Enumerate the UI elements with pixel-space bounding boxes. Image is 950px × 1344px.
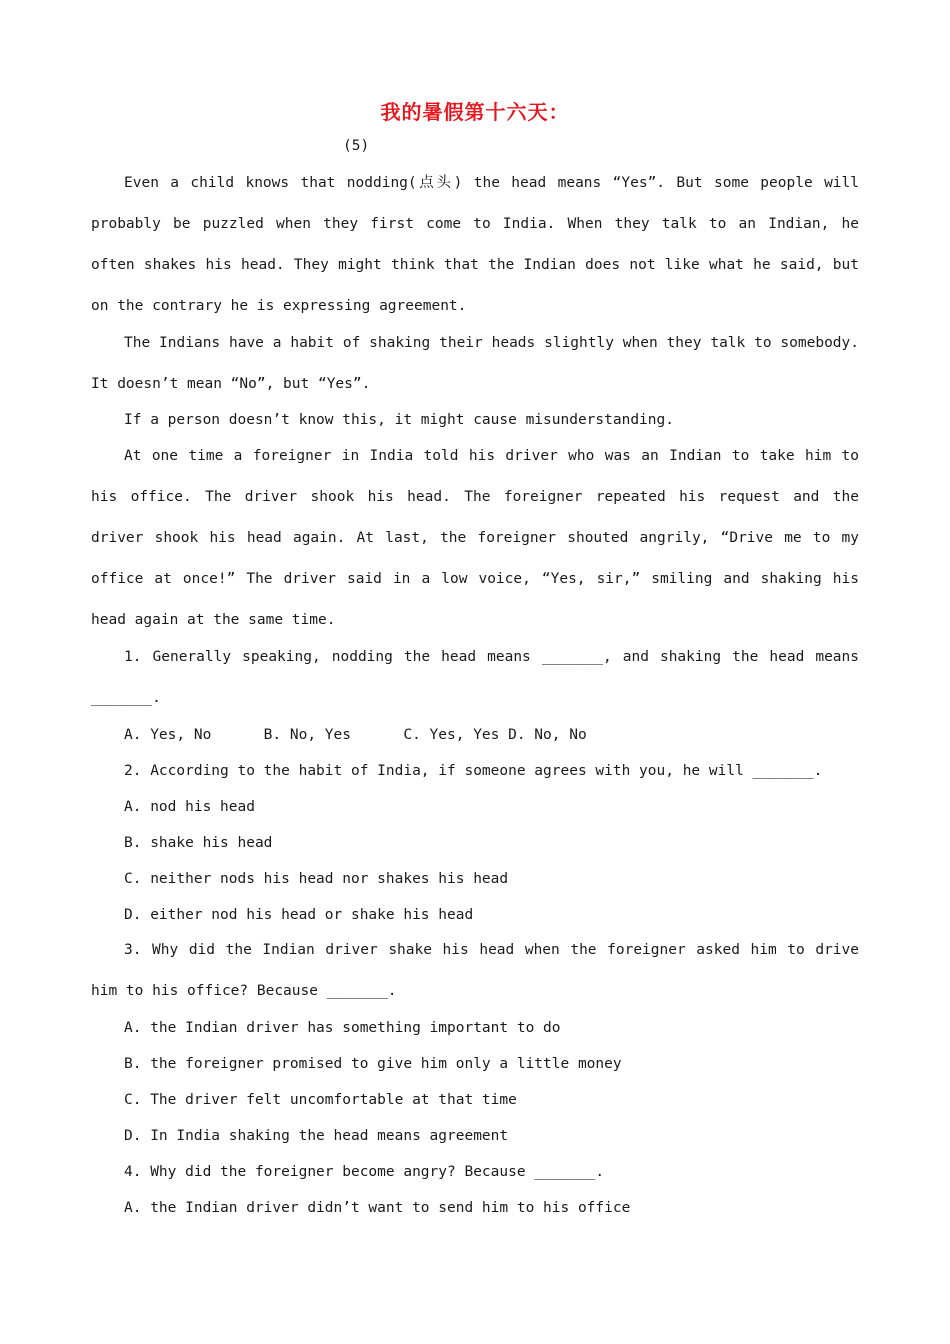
- question-3-option-d: D. In India shaking the head means agreement: [124, 1128, 509, 1144]
- question-2-option-d: D. either nod his head or shake his head: [124, 907, 474, 923]
- question-1-options: A. Yes, No B. No, Yes C. Yes, Yes D. No, No: [124, 727, 587, 743]
- question-3-option-c: C. The driver felt uncomfortable at that time: [124, 1092, 517, 1108]
- paragraph-3: If a person doesn’t know this, it might cause misunderstanding.: [124, 412, 674, 428]
- question-1-stem: 1. Generally speaking, nodding the head means _______, and shaking the head means _______.: [91, 649, 859, 706]
- page-title: 我的暑假第十六天：: [380, 100, 570, 124]
- paragraph-4: At one time a foreigner in India told his driver who was an Indian to take him to his office. The driver shook his head. The foreigner repeated his request and the driver shook his head again. At last, the foreigner shouted angrily, “Drive me to my office at once!” The driver said in a low voice, “Yes, sir,” smiling and shaking his head again at the same time.: [91, 448, 859, 628]
- question-3-option-b: B. the foreigner promised to give him only a little money: [124, 1056, 622, 1072]
- paragraph-2: The Indians have a habit of shaking their heads slightly when they talk to somebody. It doesn’t mean “No”, but “Yes”.: [91, 335, 859, 392]
- passage-number: (5): [343, 138, 370, 154]
- question-2-option-a: A. nod his head: [124, 799, 255, 815]
- question-2-option-b: B. shake his head: [124, 835, 273, 851]
- question-2-option-c: C. neither nods his head nor shakes his head: [124, 871, 509, 887]
- question-2-stem: 2. According to the habit of India, if someone agrees with you, he will _______.: [124, 763, 823, 779]
- question-4-stem: 4. Why did the foreigner become angry? Because _______.: [124, 1164, 605, 1180]
- question-4-option-a: A. the Indian driver didn’t want to send him to his office: [124, 1200, 631, 1216]
- paragraph-1: Even a child knows that nodding(点头) the head means “Yes”. But some people will probably be puzzled when they first come to India. When they talk to an Indian, he often shakes his head. They might think that the Indian does not like what he said, but on the contrary he is expressing agreement.: [91, 175, 859, 314]
- question-3-option-a: A. the Indian driver has something important to do: [124, 1020, 561, 1036]
- question-3-stem: 3. Why did the Indian driver shake his head when the foreigner asked him to drive him to his office? Because _______.: [91, 942, 859, 999]
